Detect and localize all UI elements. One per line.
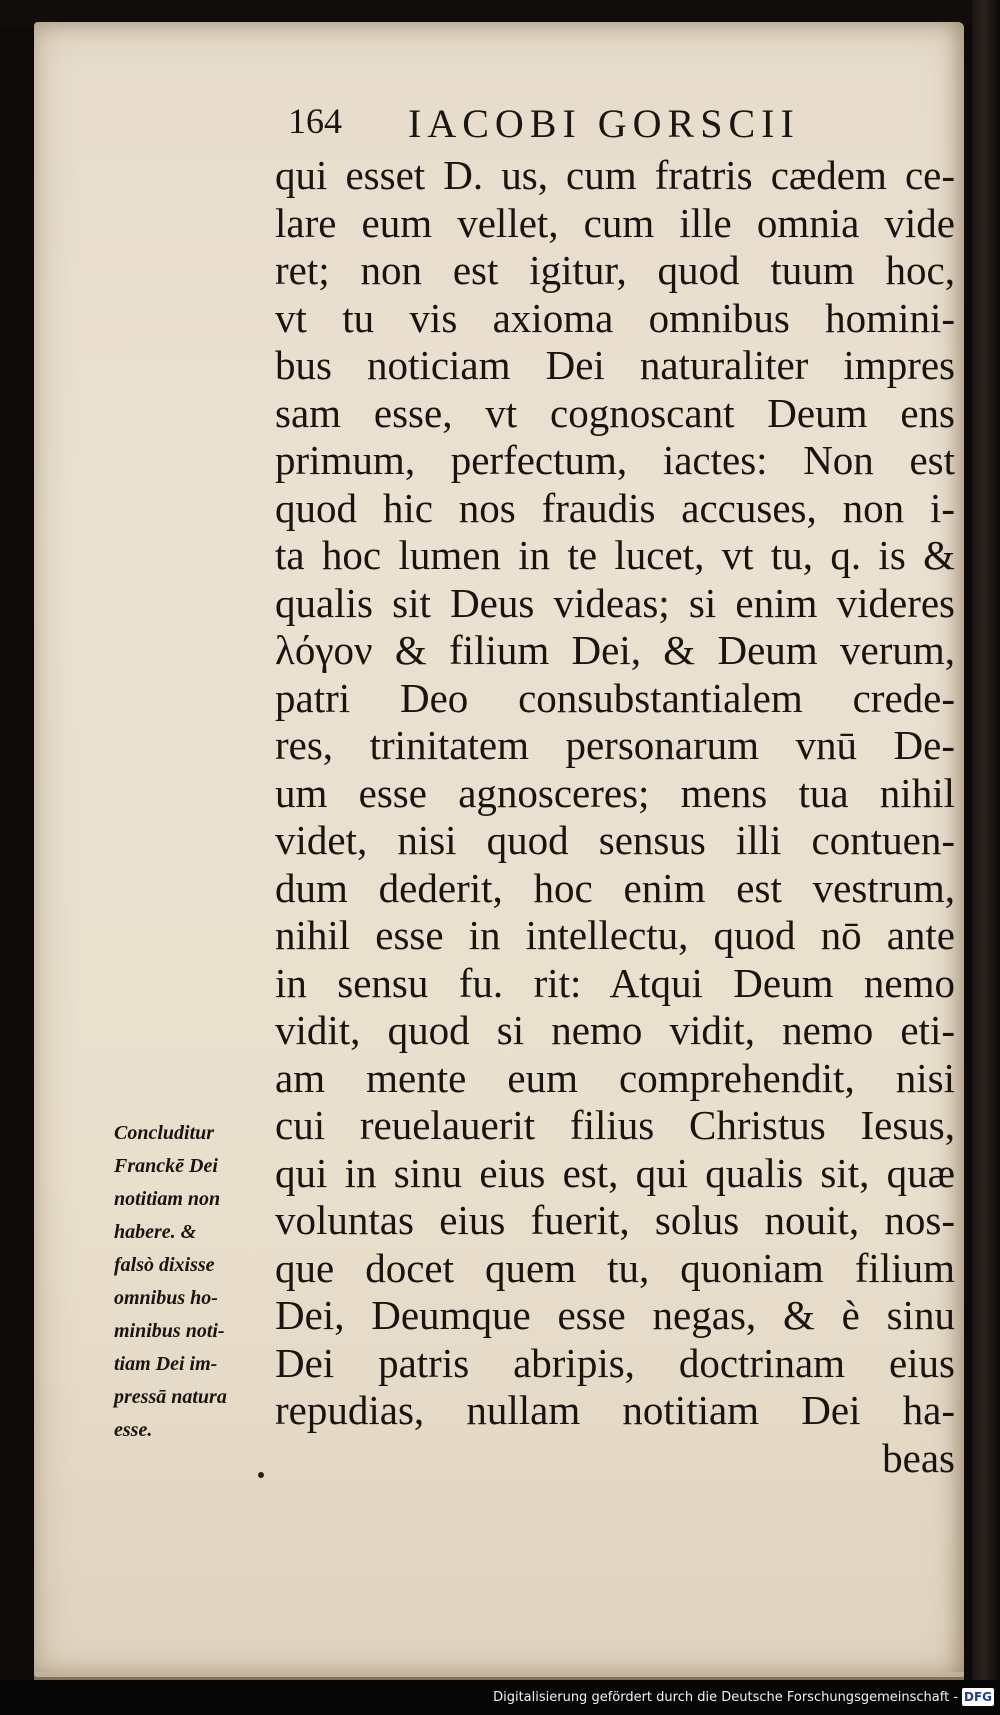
marginal-note-line: notitiam non [114, 1188, 221, 1210]
text-line: Dei, Deumque esse negas, & è sinu [275, 1292, 955, 1338]
text-line: um esse agnosceres; mens tua nihil [275, 769, 955, 816]
ink-mark [258, 1472, 264, 1478]
funding-credit: Digitalisierung gefördert durch die Deutsche Forschungsgemeinschaft - [493, 1690, 958, 1705]
marginal-note-line: Concluditur [114, 1122, 215, 1144]
text-line: qui esset D. us, cum fratris cædem ce- [275, 152, 955, 198]
text-line: bus noticiam Dei naturaliter impres [275, 342, 955, 388]
text-line: qualis sit Deus videas; si enim videres [275, 579, 955, 626]
text-line: nihil esse in intellectu, quod nō ante [275, 912, 955, 958]
marginal-note-line: habere. & [114, 1221, 197, 1243]
text-line: am mente eum comprehendit, nisi [275, 1054, 955, 1101]
text-line: qui in sinu eius est, qui qualis sit, quæ [275, 1149, 955, 1196]
dfg-logo-icon: DFG [963, 1690, 992, 1704]
text-line: ta hoc lumen in te lucet, vt tu, q. is & [275, 532, 955, 578]
page-header [288, 100, 928, 150]
text-line: ret; non est igitur, quod tuum hoc, [275, 247, 955, 293]
marginal-note-line: pressā natura [114, 1386, 227, 1408]
marginal-note [114, 1117, 279, 1447]
text-line: que docet quem tu, quoniam filium [275, 1244, 955, 1291]
marginal-note-line: omnibus ho- [114, 1287, 218, 1309]
page-bottom-edge [34, 1672, 964, 1680]
text-line: primum, perfectum, iactes: Non est [275, 437, 955, 483]
text-line: in sensu fu. rit: Atqui Deum nemo [275, 959, 955, 1006]
text-line: repudias, nullam notitiam Dei ha- [275, 1387, 955, 1433]
text-line: cui reuelauerit filius Christus Iesus, [275, 1102, 955, 1148]
marginal-note-line: minibus noti- [114, 1320, 225, 1342]
marginal-note-line: Franckē Dei [114, 1155, 218, 1177]
text-line: res, trinitatem personarum vnū De- [275, 722, 955, 768]
text-line: videt, nisi quod sensus illi contuen- [275, 817, 955, 863]
book-board-edge [972, 0, 1000, 1715]
text-line: λόγον & filium Dei, & Deum verum, [275, 627, 955, 673]
main-text-block [275, 152, 955, 1482]
text-line: patri Deo consubstantialem crede- [275, 674, 955, 721]
marginal-note-line: falsò dixisse [114, 1254, 215, 1276]
page-number: 164 [288, 101, 342, 141]
catchword: beas [882, 1434, 955, 1481]
marginal-note-line: esse. [114, 1419, 153, 1441]
text-line: sam esse, vt cognoscant Deum ens [275, 389, 955, 436]
running-head: IACOBI GORSCII [408, 101, 800, 146]
text-line: lare eum vellet, cum ille omnia vide [275, 199, 955, 246]
text-line: Dei patris abripis, doctrinam eius [275, 1339, 955, 1386]
text-line: quod hic nos fraudis accuses, non i- [275, 484, 955, 531]
text-line: voluntas eius fuerit, solus nouit, nos- [275, 1197, 955, 1243]
marginal-note-line: tiam Dei im- [114, 1353, 218, 1375]
text-line: dum dederit, hoc enim est vestrum, [275, 864, 955, 911]
text-line: vidit, quod si nemo vidit, nemo eti- [275, 1007, 955, 1053]
text-line: vt tu vis axioma omnibus homini- [275, 294, 955, 341]
